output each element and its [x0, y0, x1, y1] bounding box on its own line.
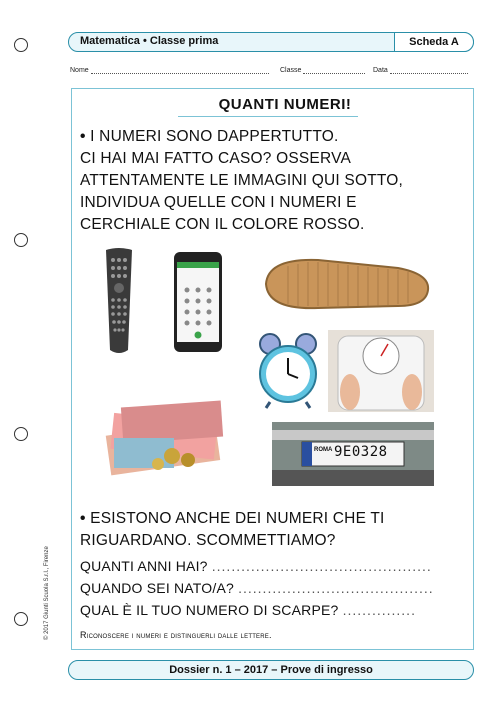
instruction-line: ATTENTAMENTE LE IMMAGINI QUI SOTTO, [80, 172, 404, 189]
page-title: QUANTI NUMERI! [218, 96, 352, 113]
plate-prefix: ROMA [314, 447, 333, 453]
section2-text [80, 508, 465, 552]
sheet-label: Scheda A [394, 32, 474, 52]
question-age[interactable]: QUANTI ANNI HAI? ............................................. [80, 558, 432, 574]
car-plate-image[interactable] [272, 422, 434, 486]
instruction-line: INDIVIDUA QUELLE CON I NUMERI E [80, 194, 357, 211]
answer-line[interactable]: ............................................. [211, 558, 432, 574]
title-underline [178, 116, 358, 117]
binder-hole [14, 233, 28, 247]
question-birth[interactable]: QUANDO SEI NATO/A? ........................................ [80, 580, 434, 596]
instruction-line: I NUMERI SONO DAPPERTUTTO. [90, 128, 339, 145]
instruction-line: CERCHIALE CON IL COLORE ROSSO. [80, 216, 365, 233]
remote-control-image[interactable] [98, 246, 140, 356]
alarm-clock-image[interactable] [256, 330, 320, 410]
header-subject: Matematica • Classe prima [80, 35, 219, 47]
date-field[interactable] [373, 66, 468, 74]
class-field[interactable] [280, 66, 365, 74]
smartphone-image[interactable] [172, 250, 224, 354]
answer-line[interactable]: ........................................ [238, 580, 434, 596]
scale-image[interactable] [328, 330, 434, 412]
answer-line[interactable]: ............... [342, 602, 416, 618]
name-label: Nome [70, 67, 89, 74]
section2-line: ESISTONO ANCHE DEI NUMERI CHE TI [90, 510, 385, 527]
binder-hole [14, 427, 28, 441]
money-image[interactable] [102, 388, 234, 484]
bullet-icon: • [80, 128, 86, 145]
name-field[interactable] [70, 66, 269, 74]
plate-number: 9E0328 [334, 444, 388, 460]
binder-hole [14, 612, 28, 626]
shoe-sole-image[interactable] [258, 248, 434, 318]
question-shoe-size[interactable]: QUAL È IL TUO NUMERO DI SCARPE? ............... [80, 602, 416, 618]
binder-hole [14, 38, 28, 52]
instruction-text [80, 126, 465, 236]
date-label: Data [373, 67, 388, 74]
footer-bar: Dossier n. 1 – 2017 – Prove di ingresso [68, 660, 474, 680]
learning-objective: Riconoscere i numeri e distinguerli dalle lettere. [80, 630, 272, 640]
instruction-line: CI HAI MAI FATTO CASO? OSSERVA [80, 150, 351, 167]
bullet-icon: • [80, 510, 86, 527]
class-label: Classe [280, 67, 302, 74]
copyright-text: © 2017 Giunti Scuola S.r.l., Firenze [44, 546, 50, 640]
section2-line: RIGUARDANO. SCOMMETTIAMO? [80, 532, 336, 549]
